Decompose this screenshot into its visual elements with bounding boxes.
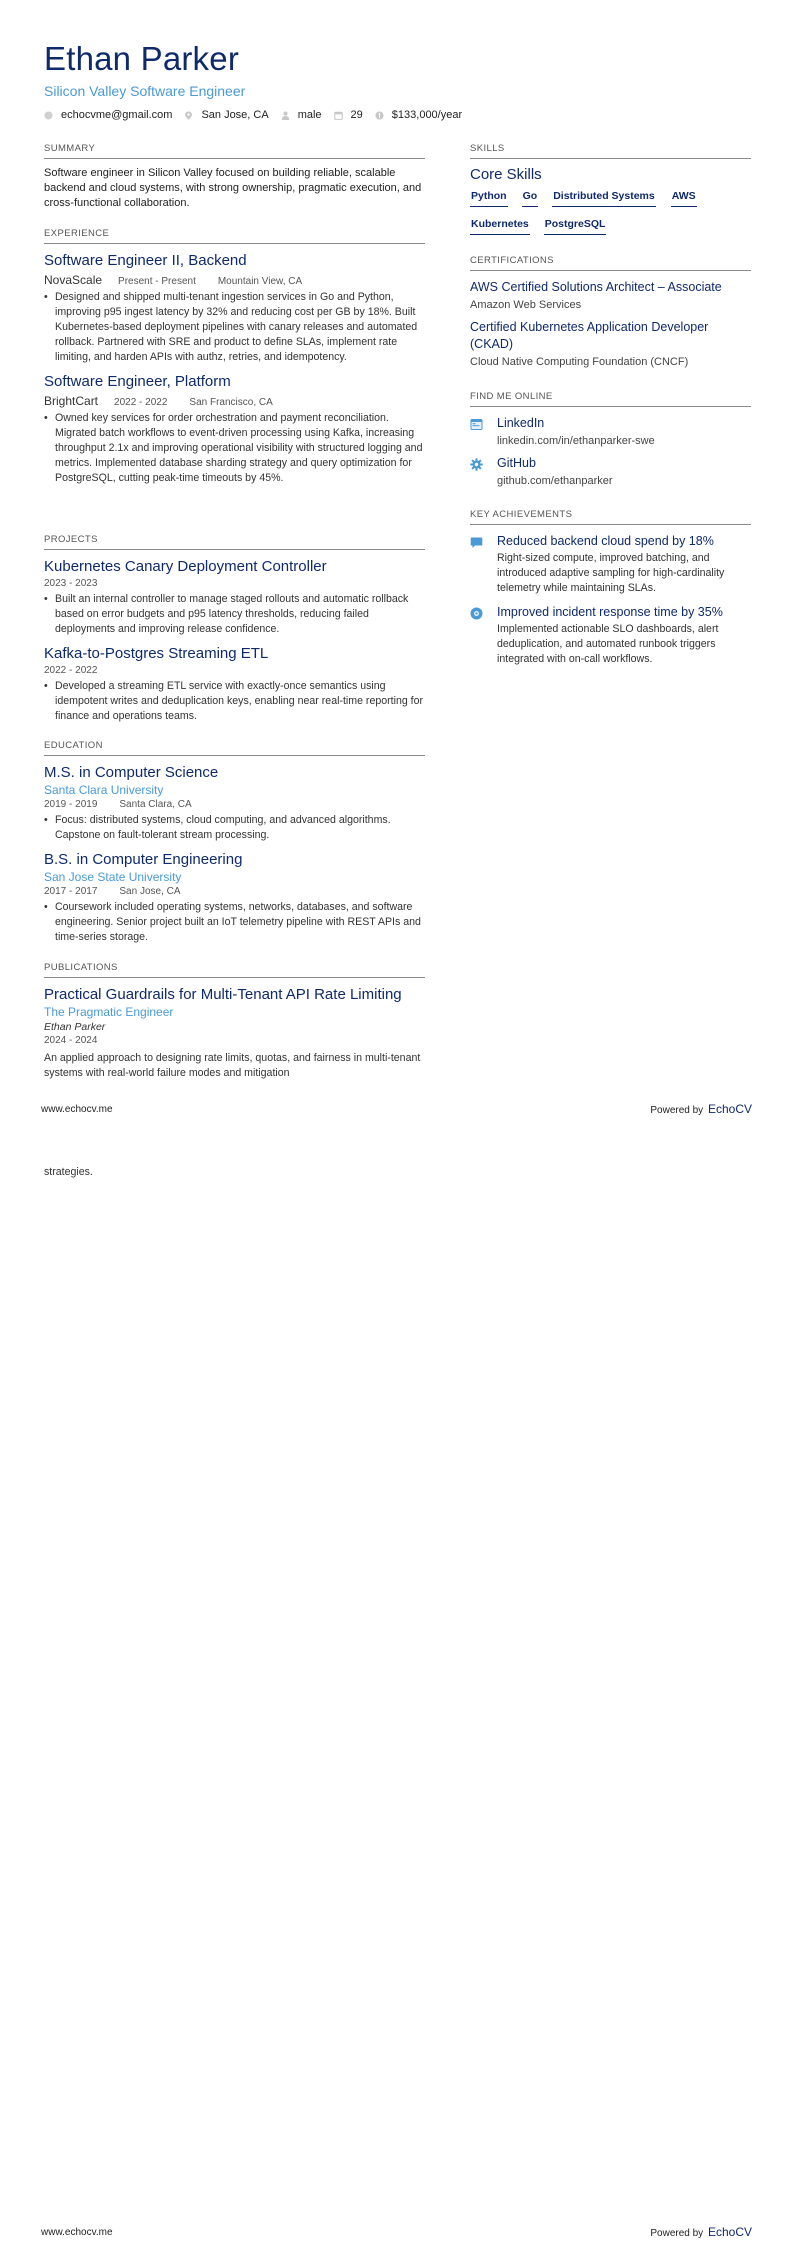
education-meta <box>44 799 425 810</box>
project-dates: 2022 - 2022 <box>44 665 98 676</box>
section-divider <box>470 158 751 159</box>
person-icon <box>281 111 290 120</box>
section-divider <box>44 755 425 756</box>
section-heading: SKILLS <box>470 143 505 154</box>
linkedin-icon <box>470 418 483 431</box>
skill-tag: Kubernetes <box>470 218 530 235</box>
section-heading: PUBLICATIONS <box>44 962 118 973</box>
experience-section <box>44 228 425 486</box>
certifications-section <box>470 255 751 368</box>
bullet-dot: • <box>44 680 48 692</box>
bullet-dot: • <box>44 412 48 424</box>
contact-gender-text: male <box>297 109 322 121</box>
section-divider <box>44 158 425 159</box>
contact-bar <box>44 109 474 121</box>
publication-description: An applied approach to designing rate limits, quotas, and fairness in multi-tenant systems with real-world failure modes and mitigation <box>44 1052 421 1079</box>
calendar-icon <box>334 111 343 120</box>
skill-tag-list <box>470 190 751 246</box>
project-entry <box>44 557 425 637</box>
publication-author: Ethan Parker <box>44 1021 106 1033</box>
job-location: San Francisco, CA <box>189 397 273 408</box>
publication-title: Practical Guardrails for Multi-Tenant API Rate Limiting <box>44 986 402 1003</box>
job-dates: Present - Present <box>118 276 196 287</box>
project-bullet-text: Developed a streaming ETL service with exactly-once semantics using idempotent writes and deduplication keys, enabling near real-time reporting for finance and operations teams. <box>55 680 424 722</box>
bullet-dot: • <box>44 291 48 303</box>
contact-age-text: 29 <box>350 109 363 121</box>
section-heading: FIND ME ONLINE <box>470 391 553 402</box>
education-bullet-text: Coursework included operating systems, networks, databases, and software engineering. Senior project built an IoT telemetry pipeline with REST APIs and time-series storage. <box>55 901 421 943</box>
footer-site-link[interactable]: www.echocv.me <box>41 1104 113 1115</box>
chat-bubble-icon <box>470 536 483 549</box>
job-company: NovaScale <box>44 273 103 287</box>
degree-title: M.S. in Computer Science <box>44 764 219 781</box>
online-label[interactable]: GitHub <box>497 456 536 470</box>
contact-email[interactable] <box>44 109 172 121</box>
job-title: Software Engineer II, Backend <box>44 252 247 269</box>
footer-powered-by[interactable] <box>650 1102 752 1116</box>
candidate-name: Ethan Parker <box>44 40 240 77</box>
experience-entry <box>44 251 425 365</box>
achievement-item <box>470 534 751 596</box>
education-dates: 2019 - 2019 <box>44 799 98 810</box>
achievement-description: Implemented actionable SLO dashboards, alert deduplication, and automated runbook triggers integrated with on-call workflows. <box>497 623 719 665</box>
education-location: Santa Clara, CA <box>119 799 192 810</box>
section-heading: KEY ACHIEVEMENTS <box>470 509 573 520</box>
project-dates: 2023 - 2023 <box>44 578 98 589</box>
section-heading: SUMMARY <box>44 143 96 154</box>
section-heading: EDUCATION <box>44 740 103 751</box>
certification-issuer: Amazon Web Services <box>470 299 582 311</box>
education-location: San Jose, CA <box>119 886 181 897</box>
salary-icon <box>375 111 384 120</box>
education-entry <box>44 850 425 945</box>
education-entry <box>44 763 425 843</box>
publication-dates: 2024 - 2024 <box>44 1035 98 1046</box>
online-item-linkedin[interactable] <box>470 416 751 447</box>
project-bullet-text: Built an internal controller to manage staged rollouts and automatic rollback based on error budgets and p95 latency thresholds, reducing failed deployments and improving release confidence. <box>55 593 409 635</box>
bullet-dot: • <box>44 814 48 826</box>
project-entry <box>44 644 425 724</box>
project-bullet <box>44 592 425 637</box>
brand-name: EchoCV <box>707 1102 752 1116</box>
contact-salary-text: $133,000/year <box>391 109 463 121</box>
contact-location <box>184 109 268 121</box>
online-item-github[interactable] <box>470 456 751 487</box>
education-dates: 2017 - 2017 <box>44 886 98 897</box>
powered-by-text: Powered by <box>650 1105 704 1116</box>
skill-tag: PostgreSQL <box>544 218 607 235</box>
contact-gender <box>281 109 322 121</box>
location-pin-icon <box>184 111 193 120</box>
summary-text: Software engineer in Silicon Valley focused on building reliable, scalable backend and cloud systems, with strong ownership, pragmatic execution, and cross-functional collaboration. <box>44 167 422 209</box>
skill-tag: Distributed Systems <box>552 190 656 207</box>
achievement-description: Right-sized compute, improved batching, and introduced adaptive sampling for high-cardinality telemetry while maintaining SLAs. <box>497 552 725 594</box>
skill-tag: AWS <box>671 190 697 207</box>
contact-email-text: echocvme@gmail.com <box>61 109 173 121</box>
job-company: BrightCart <box>44 394 99 408</box>
section-divider <box>470 270 751 271</box>
gear-icon <box>470 458 483 471</box>
achievement-title: Reduced backend cloud spend by 18% <box>497 534 714 548</box>
certification-issuer: Cloud Native Computing Foundation (CNCF) <box>470 356 689 368</box>
bullet-dot: • <box>44 901 48 913</box>
publication-journal: The Pragmatic Engineer <box>44 1005 174 1019</box>
certification-name: AWS Certified Solutions Architect – Associate <box>470 280 722 294</box>
footer-site-link[interactable]: www.echocv.me <box>41 2227 113 2238</box>
projects-section <box>44 534 425 724</box>
project-title: Kafka-to-Postgres Streaming ETL <box>44 645 269 662</box>
certification-name: Certified Kubernetes Application Developer (CKAD) <box>470 320 709 351</box>
job-meta <box>44 273 425 287</box>
job-bullet-text: Designed and shipped multi-tenant ingestion services in Go and Python, improving p95 ingest latency by 32% and reducing cost per GB by 18%. Built Kubernetes-based deployment pipelines with canary releases and automated rollback. Partnered with SRE and product to define SLAs, implement rate limiting, and harden APIs with authz, retries, and idempotency. <box>55 291 418 363</box>
job-dates: 2022 - 2022 <box>114 397 168 408</box>
section-heading: PROJECTS <box>44 534 98 545</box>
section-heading: EXPERIENCE <box>44 228 110 239</box>
badge-icon <box>470 607 483 620</box>
section-divider <box>44 977 425 978</box>
job-bullet-text: Owned key services for order orchestration and payment reconciliation. Migrated batch workflows to event-driven processing using Kafka, increasing throughput 2.1x and improving operational visibility with structured logging and metrics. Implemented database sharding strategy and query optimization for PostgreSQL, cutting peak-time timeouts by 45%. <box>55 412 423 484</box>
online-section <box>470 391 751 487</box>
job-title: Software Engineer, Platform <box>44 373 231 390</box>
email-icon <box>44 111 53 120</box>
job-bullet <box>44 290 425 365</box>
job-location: Mountain View, CA <box>217 276 303 287</box>
publications-section <box>44 962 425 1081</box>
skill-category: Core Skills <box>470 166 542 183</box>
project-bullet <box>44 679 425 724</box>
contact-location-text: San Jose, CA <box>201 109 269 121</box>
publication-description-continued: strategies. <box>44 1166 93 1178</box>
contact-salary <box>375 109 462 121</box>
school-name: San Jose State University <box>44 870 182 884</box>
education-bullet-text: Focus: distributed systems, cloud computing, and advanced algorithms. Capstone on fault-tolerant stream processing. <box>55 814 391 841</box>
achievements-section <box>470 509 751 667</box>
bullet-dot: • <box>44 593 48 605</box>
section-divider <box>470 524 751 525</box>
job-meta <box>44 394 425 408</box>
online-url[interactable]: linkedin.com/in/ethanparker-swe <box>497 435 655 447</box>
achievement-item <box>470 605 751 667</box>
summary-section <box>44 143 425 211</box>
education-meta <box>44 886 425 897</box>
section-heading: CERTIFICATIONS <box>470 255 554 266</box>
degree-title: B.S. in Computer Engineering <box>44 851 243 868</box>
section-divider <box>44 549 425 550</box>
contact-age <box>334 109 363 121</box>
education-section <box>44 740 425 945</box>
candidate-title: Silicon Valley Software Engineer <box>44 83 246 99</box>
online-url[interactable]: github.com/ethanparker <box>497 475 613 487</box>
job-bullet <box>44 411 425 486</box>
school-name: Santa Clara University <box>44 783 164 797</box>
achievement-title: Improved incident response time by 35% <box>497 605 723 619</box>
powered-by-text: Powered by <box>650 2228 704 2239</box>
skill-tag: Python <box>470 190 508 207</box>
education-bullet <box>44 813 425 843</box>
section-divider <box>44 243 425 244</box>
experience-entry <box>44 372 425 486</box>
education-bullet <box>44 900 425 945</box>
brand-name: EchoCV <box>707 2225 752 2239</box>
skill-tag: Go <box>522 190 539 207</box>
online-label[interactable]: LinkedIn <box>497 416 545 430</box>
skills-section <box>470 143 751 246</box>
project-title: Kubernetes Canary Deployment Controller <box>44 558 327 575</box>
section-divider <box>470 406 751 407</box>
footer-powered-by[interactable] <box>650 2225 752 2239</box>
